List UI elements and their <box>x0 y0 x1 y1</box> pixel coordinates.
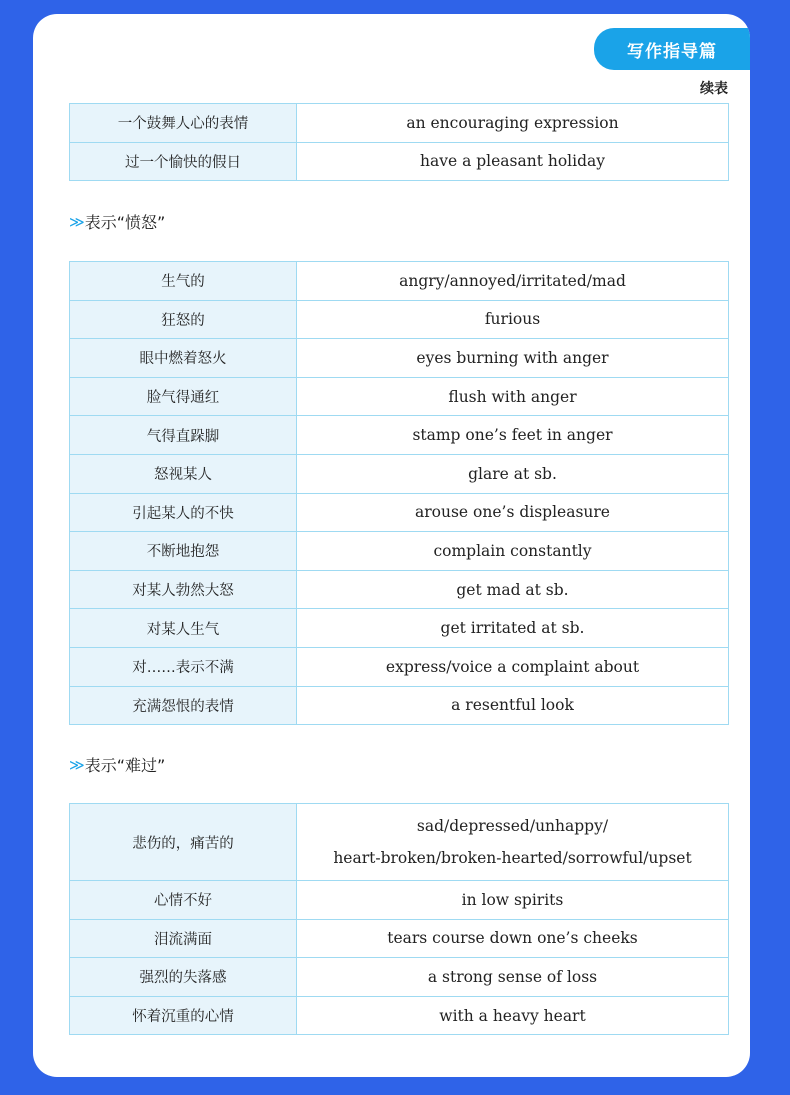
english-cell: eyes burning with anger <box>297 339 729 378</box>
chinese-cell: 对某人勃然大怒 <box>70 570 297 609</box>
chinese-cell: 怒视某人 <box>70 454 297 493</box>
section-heading-sad <box>69 753 165 776</box>
english-cell: a strong sense of loss <box>297 958 729 997</box>
table-row <box>70 339 729 378</box>
table-row <box>70 996 729 1035</box>
chinese-cell: 悲伤的，痛苦的 <box>70 804 297 881</box>
chinese-cell: 引起某人的不快 <box>70 493 297 532</box>
chinese-cell: 对某人生气 <box>70 609 297 648</box>
table-row <box>70 647 729 686</box>
chinese-cell: 狂怒的 <box>70 300 297 339</box>
english-cell: angry/annoyed/irritated/mad <box>297 262 729 301</box>
table-row <box>70 454 729 493</box>
english-cell: have a pleasant holiday <box>297 142 729 181</box>
english-cell: with a heavy heart <box>297 996 729 1035</box>
phrase-table-top <box>69 103 729 181</box>
table-row <box>70 262 729 301</box>
table-row <box>70 881 729 920</box>
chinese-cell: 怀着沉重的心情 <box>70 996 297 1035</box>
table-row <box>70 104 729 143</box>
english-cell: tears course down one’s cheeks <box>297 919 729 958</box>
table-row <box>70 919 729 958</box>
chinese-cell: 泪流满面 <box>70 919 297 958</box>
english-cell: a resentful look <box>297 686 729 725</box>
chinese-cell: 气得直跺脚 <box>70 416 297 455</box>
english-cell: complain constantly <box>297 532 729 571</box>
english-cell: in low spirits <box>297 881 729 920</box>
chinese-cell: 一个鼓舞人心的表情 <box>70 104 297 143</box>
chinese-cell: 过一个愉快的假日 <box>70 142 297 181</box>
table-row <box>70 377 729 416</box>
chinese-cell: 强烈的失落感 <box>70 958 297 997</box>
chapter-tab: 写作指导篇 <box>594 28 750 70</box>
page <box>33 14 750 1077</box>
english-cell: get mad at sb. <box>297 570 729 609</box>
table-row <box>70 570 729 609</box>
english-cell <box>297 804 729 881</box>
double-chevron-icon: ≫ <box>69 755 81 774</box>
chinese-cell: 心情不好 <box>70 881 297 920</box>
english-line-1: sad/depressed/unhappy/ <box>416 817 609 835</box>
english-cell: flush with anger <box>297 377 729 416</box>
english-cell: express/voice a complaint about <box>297 647 729 686</box>
table-row <box>70 300 729 339</box>
table-row <box>70 532 729 571</box>
chinese-cell: 对……表示不满 <box>70 647 297 686</box>
table-row <box>70 686 729 725</box>
english-cell: arouse one’s displeasure <box>297 493 729 532</box>
english-cell: stamp one’s feet in anger <box>297 416 729 455</box>
chinese-cell: 脸气得通红 <box>70 377 297 416</box>
table-row <box>70 142 729 181</box>
english-cell: furious <box>297 300 729 339</box>
section-heading-anger <box>69 210 165 233</box>
chinese-cell: 生气的 <box>70 262 297 301</box>
english-cell: get irritated at sb. <box>297 609 729 648</box>
phrase-table-anger <box>69 261 729 725</box>
table-row <box>70 958 729 997</box>
table-row <box>70 416 729 455</box>
chinese-cell: 不断地抱怨 <box>70 532 297 571</box>
english-cell: glare at sb. <box>297 454 729 493</box>
table-row <box>70 804 729 881</box>
table-row <box>70 609 729 648</box>
section-title: 表示“愤怒” <box>84 213 166 232</box>
phrase-table-sad <box>69 803 729 1035</box>
section-title: 表示“难过” <box>84 756 166 775</box>
english-cell: an encouraging expression <box>297 104 729 143</box>
table-row <box>70 493 729 532</box>
chinese-cell: 眼中燃着怒火 <box>70 339 297 378</box>
double-chevron-icon: ≫ <box>69 212 81 231</box>
english-line-2: heart-broken/broken-hearted/sorrowful/upset <box>333 849 692 867</box>
continued-label: 续表 <box>700 81 728 97</box>
chinese-cell: 充满怨恨的表情 <box>70 686 297 725</box>
